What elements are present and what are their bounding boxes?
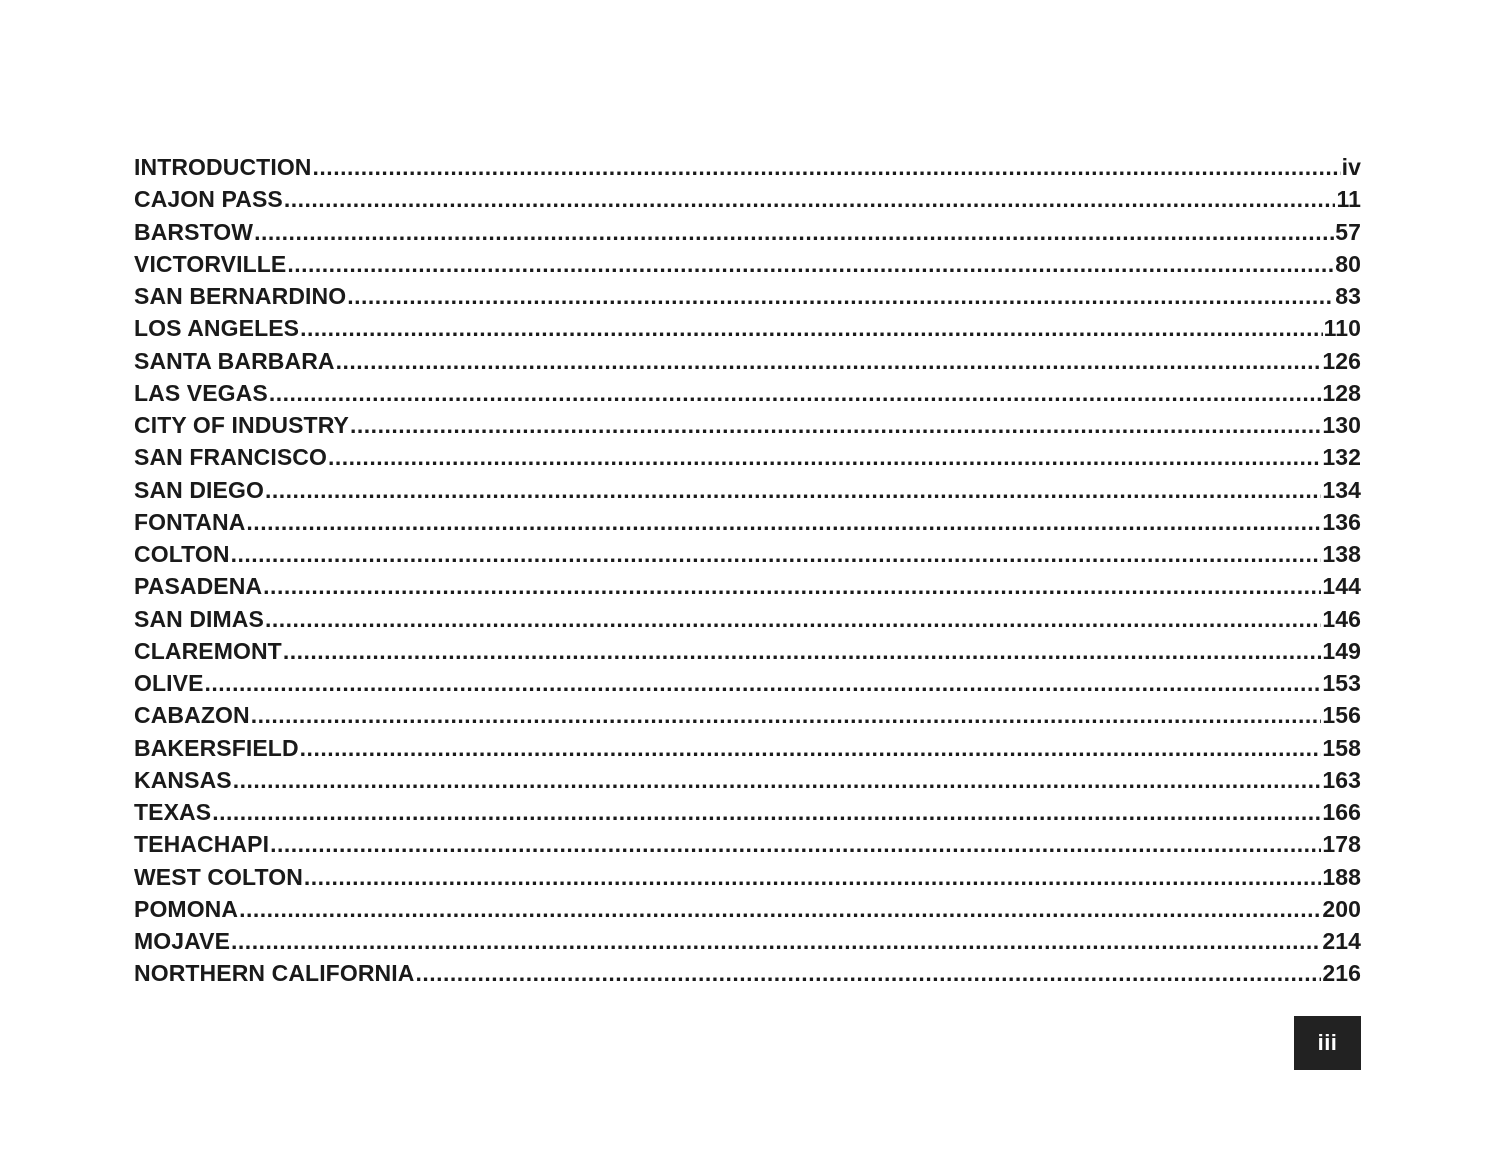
toc-entry-page: 134 bbox=[1322, 476, 1361, 503]
toc-entry[interactable] bbox=[134, 767, 1361, 799]
toc-entry-title: FONTANA bbox=[134, 508, 246, 535]
toc-entry[interactable] bbox=[134, 348, 1361, 380]
toc-entry-title: CABAZON bbox=[134, 702, 250, 729]
toc-entry-title: OLIVE bbox=[134, 670, 204, 696]
toc-entry-page: 166 bbox=[1322, 799, 1361, 825]
toc-entry-title: PASADENA bbox=[134, 573, 263, 600]
toc-entry-page: 110 bbox=[1323, 315, 1361, 342]
toc-entry[interactable] bbox=[134, 509, 1361, 541]
toc-leader-dots bbox=[231, 541, 1322, 568]
toc-leader-dots bbox=[336, 348, 1322, 375]
toc-entry[interactable] bbox=[134, 380, 1361, 412]
toc-leader-dots bbox=[347, 283, 1334, 310]
toc-entry-page: 130 bbox=[1322, 412, 1361, 438]
toc-entry[interactable] bbox=[134, 638, 1361, 670]
toc-entry[interactable] bbox=[134, 896, 1361, 928]
toc-entry-page: 200 bbox=[1322, 895, 1361, 922]
toc-entry-page: 153 bbox=[1322, 670, 1361, 696]
toc-entry-title: SAN DIEGO bbox=[134, 476, 264, 503]
toc-entry[interactable] bbox=[134, 928, 1361, 960]
toc-entry-page: 188 bbox=[1322, 863, 1361, 890]
toc-entry-page: 144 bbox=[1322, 573, 1361, 600]
toc-entry-page: 214 bbox=[1322, 928, 1361, 954]
toc-leader-dots bbox=[205, 670, 1322, 697]
toc-leader-dots bbox=[269, 380, 1321, 407]
toc-entry-page: 156 bbox=[1322, 702, 1361, 729]
toc-entry-title: LOS ANGELES bbox=[134, 315, 300, 342]
toc-entry[interactable] bbox=[134, 186, 1361, 218]
toc-leader-dots bbox=[304, 864, 1321, 891]
toc-entry-page: 146 bbox=[1322, 605, 1361, 632]
toc-leader-dots bbox=[212, 799, 1321, 826]
toc-entry-title: SANTA BARBARA bbox=[134, 347, 335, 374]
toc-entry-title: SAN FRANCISCO bbox=[134, 444, 327, 471]
toc-entry[interactable] bbox=[134, 606, 1361, 638]
toc-leader-dots bbox=[251, 702, 1322, 729]
toc-entry-title: SAN BERNARDINO bbox=[134, 283, 347, 309]
toc-leader-dots bbox=[300, 315, 1322, 342]
toc-leader-dots bbox=[265, 606, 1321, 633]
toc-entry[interactable] bbox=[134, 573, 1361, 605]
toc-leader-dots bbox=[283, 638, 1321, 665]
toc-leader-dots bbox=[265, 477, 1321, 504]
toc-leader-dots bbox=[263, 573, 1321, 600]
toc-entry-page: 158 bbox=[1322, 734, 1361, 761]
toc-entry-page: 163 bbox=[1322, 766, 1361, 793]
page-number-badge bbox=[1294, 1016, 1361, 1070]
toc-entry-title: SAN DIMAS bbox=[134, 605, 264, 632]
toc-entry[interactable] bbox=[134, 444, 1361, 476]
toc-entry-title: CLAREMONT bbox=[134, 637, 282, 664]
toc-entry-page: 80 bbox=[1335, 250, 1361, 277]
toc-entry-page: 11 bbox=[1336, 186, 1361, 213]
toc-entry[interactable] bbox=[134, 219, 1361, 251]
toc-leader-dots bbox=[300, 735, 1322, 762]
toc-entry-page: 128 bbox=[1322, 379, 1361, 406]
toc-leader-dots bbox=[415, 960, 1321, 987]
toc-entry-title: WEST COLTON bbox=[134, 863, 303, 890]
toc-entry-title: MOJAVE bbox=[134, 928, 231, 954]
toc-entry[interactable] bbox=[134, 283, 1361, 315]
toc-entry-title: POMONA bbox=[134, 895, 239, 922]
toc-leader-dots bbox=[284, 186, 1336, 213]
toc-leader-dots bbox=[239, 896, 1321, 923]
toc-entry-page: 136 bbox=[1322, 508, 1361, 535]
toc-leader-dots bbox=[246, 509, 1321, 536]
toc-entry-title: LAS VEGAS bbox=[134, 379, 268, 406]
toc-entry[interactable] bbox=[134, 412, 1361, 444]
toc-entry[interactable] bbox=[134, 799, 1361, 831]
toc-entry[interactable] bbox=[134, 864, 1361, 896]
toc-entry-page: 57 bbox=[1335, 218, 1361, 245]
toc-entry[interactable] bbox=[134, 154, 1361, 186]
toc-entry[interactable] bbox=[134, 315, 1361, 347]
toc-entry-title: KANSAS bbox=[134, 766, 232, 793]
toc-leader-dots bbox=[350, 412, 1321, 439]
toc-entry-title: INTRODUCTION bbox=[134, 154, 312, 180]
toc-entry[interactable] bbox=[134, 251, 1361, 283]
toc-entry-page: iv bbox=[1341, 154, 1361, 180]
toc-entry-page: 138 bbox=[1322, 541, 1361, 567]
toc-entry-page: 126 bbox=[1322, 347, 1361, 374]
toc-entry-title: BAKERSFIELD bbox=[134, 734, 299, 761]
toc-leader-dots bbox=[287, 251, 1334, 278]
table-of-contents bbox=[134, 154, 1361, 993]
toc-entry[interactable] bbox=[134, 670, 1361, 702]
toc-entry-title: TEXAS bbox=[134, 799, 212, 825]
toc-entry-page: 83 bbox=[1335, 283, 1361, 309]
toc-entry-title: NORTHERN CALIFORNIA bbox=[134, 960, 415, 987]
toc-leader-dots bbox=[328, 444, 1321, 471]
toc-entry-page: 178 bbox=[1322, 831, 1361, 858]
toc-leader-dots bbox=[313, 154, 1341, 181]
toc-entry-title: CAJON PASS bbox=[134, 186, 283, 213]
toc-entry[interactable] bbox=[134, 702, 1361, 734]
toc-leader-dots bbox=[233, 767, 1322, 794]
page-number: iii bbox=[1317, 1030, 1338, 1055]
toc-entry-title: CITY OF INDUSTRY bbox=[134, 412, 350, 438]
toc-entry[interactable] bbox=[134, 477, 1361, 509]
toc-leader-dots bbox=[231, 928, 1321, 955]
toc-entry-title: COLTON bbox=[134, 541, 230, 567]
toc-leader-dots bbox=[270, 831, 1321, 858]
toc-entry[interactable] bbox=[134, 735, 1361, 767]
toc-leader-dots bbox=[254, 219, 1334, 246]
toc-entry-title: BARSTOW bbox=[134, 218, 254, 245]
toc-entry[interactable] bbox=[134, 831, 1361, 863]
toc-entry[interactable] bbox=[134, 960, 1361, 992]
toc-entry-title: VICTORVILLE bbox=[134, 250, 287, 277]
toc-entry[interactable] bbox=[134, 541, 1361, 573]
toc-entry-title: TEHACHAPI bbox=[134, 831, 270, 858]
toc-entry-page: 216 bbox=[1322, 960, 1361, 987]
toc-entry-page: 149 bbox=[1322, 637, 1361, 664]
toc-entry-page: 132 bbox=[1322, 444, 1361, 471]
